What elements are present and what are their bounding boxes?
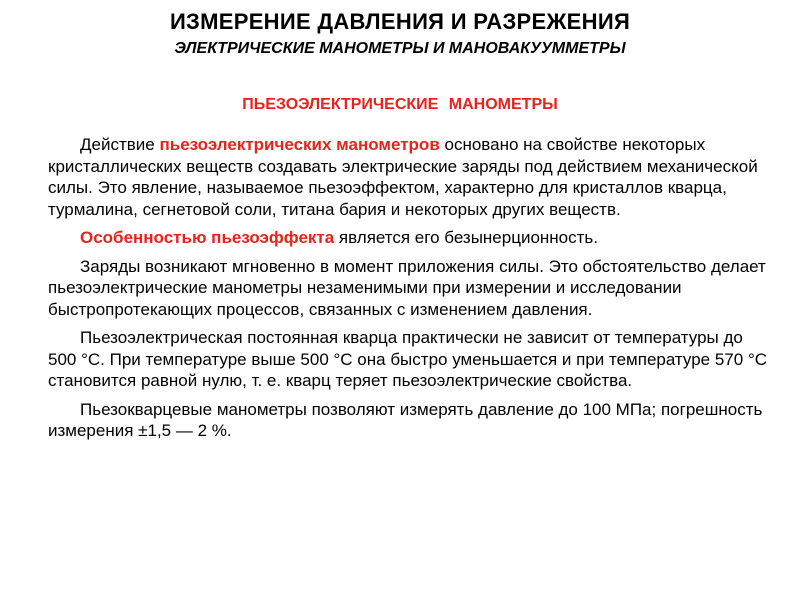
paragraph-1-rest: основано на свойстве некоторых кристаллических веществ создавать электрические заряды под действием механической силы. Это явление, называемое пьезоэффектом, характерно для кристаллов кварца, турмалина, сегнетовой соли, титана бария и некоторых других веществ. bbox=[48, 135, 758, 219]
paragraph-1 bbox=[48, 134, 768, 220]
paragraph-2-rest: является его безынерционность. bbox=[334, 228, 598, 247]
paragraph-1-highlight: пьезоэлектрических манометров bbox=[159, 135, 440, 154]
section-heading: ПЬЕЗОЭЛЕКТРИЧЕСКИЕ МАНОМЕТРЫ bbox=[242, 96, 558, 113]
paragraph-5: Пьезокварцевые манометры позволяют измерять давление до 100 МПа; погрешность измерения ±1,5 — 2 %. bbox=[48, 399, 763, 440]
page-subtitle: ЭЛЕКТРИЧЕСКИЕ МАНОМЕТРЫ И МАНОВАКУУММЕТРЫ bbox=[174, 40, 626, 57]
paragraph-2 bbox=[48, 227, 768, 249]
page-title: ИЗМЕРЕНИЕ ДАВЛЕНИЯ И РАЗРЕЖЕНИЯ bbox=[169, 9, 631, 34]
paragraph-3: Заряды возникают мгновенно в момент приложения силы. Это обстоятельство делает пьезоэлектрические манометры незаменимыми при измерении и исследовании быстропротекающих процессов, связанных с изменением давления. bbox=[48, 256, 766, 319]
paragraph-4: Пьезоэлектрическая постоянная кварца практически не зависит от температуры до 500 °С. При температуре выше 500 °С она быстро уменьшается и при температуре 570 °С становится равной нулю, т. е. кварц теряет пьезоэлектрические свойства. bbox=[48, 328, 768, 390]
body-text bbox=[48, 134, 768, 449]
paragraph-1-lead: Действие bbox=[80, 135, 160, 154]
paragraph-2-highlight: Особенностью пьезоэффекта bbox=[80, 228, 335, 247]
